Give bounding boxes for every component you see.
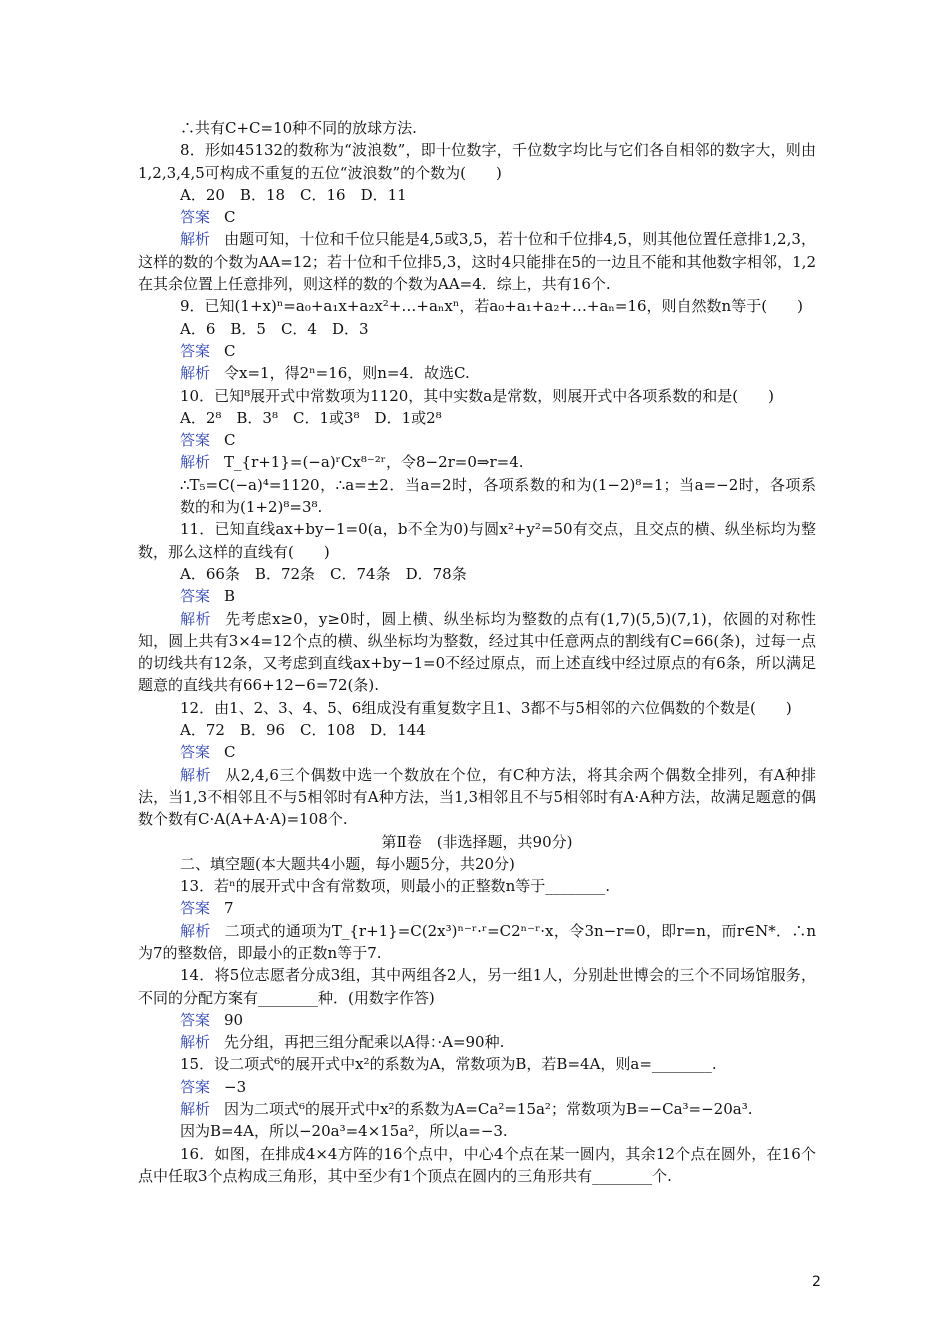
document-body [138, 117, 816, 1187]
line-text: T_{r+1}=(−a)ʳCx⁸⁻²ʳ，令8−2r=0⇒r=4. [224, 453, 524, 472]
text-line [138, 407, 816, 429]
question-text [138, 518, 816, 563]
question-text [138, 1143, 816, 1188]
question-text [138, 139, 816, 184]
answer-label: 答案 [180, 341, 211, 360]
text-line [138, 1053, 816, 1075]
text-line [138, 184, 816, 206]
answer-line [138, 429, 816, 451]
line-text: 令x=1，得2ⁿ=16，则n=4．故选C. [224, 364, 470, 383]
line-text: 10．已知⁸展开式中常数项为1120，其中实数a是常数，则展开式中各项系数的和是( ) [180, 386, 774, 405]
solution-label: 解析 [180, 609, 212, 628]
line-text: A．2⁸ B．3⁸ C．1或3⁸ D．1或2⁸ [180, 408, 442, 427]
solution-text [138, 1098, 816, 1120]
question-text [138, 964, 816, 1009]
text-line [138, 853, 816, 875]
line-text: 13．若ⁿ的展开式中含有常数项，则最小的正整数n等于________. [180, 877, 611, 896]
text-line [138, 474, 816, 519]
solution-label: 解析 [180, 1100, 211, 1119]
answer-label: 答案 [180, 1077, 211, 1096]
line-text: 11．已知直线ax+by−1=0(a，b不全为0)与圆x²+y²=50有交点，且交点的横、纵坐标均为整数，那么这样的直线有( ) [138, 520, 816, 561]
line-text: 从2,4,6三个偶数中选一个数放在个位，有C种方法，将其余两个偶数全排列，有A种排法，当1,3不相邻且不与5相邻时有A种方法，当1,3相邻且不与5相邻时有A·A种方法，故满足题意的偶数个数有C·A(A+A·A)=108个. [138, 765, 816, 829]
page-number: 2 [812, 1274, 821, 1290]
answer-line [138, 741, 816, 763]
line-text: C [224, 208, 236, 227]
line-text: 因为二项式⁶的展开式中x²的系数为A=Ca²=15a²；常数项为B=−Ca³=−20a³. [224, 1100, 753, 1119]
answer-label: 答案 [180, 743, 211, 762]
answer-line [138, 897, 816, 919]
line-text: 9．已知(1+x)ⁿ=a₀+a₁x+a₂x²+…+aₙxⁿ，若a₀+a₁+a₂+…+aₙ=16，则自然数n等于( ) [180, 297, 803, 316]
text-line [138, 875, 816, 897]
line-text: 由题可知，十位和千位只能是4,5或3,5，若十位和千位排4,5，则其他位置任意排1,2,3，这样的数的个数为AA=12；若十位和千位排5,3，这时4只能排在5的一边且不能和其他数字相邻，1,2在其余位置上任意排列，则这样的数的个数为AA=4．综上，共有16个. [138, 230, 816, 294]
solution-text [138, 451, 816, 473]
solution-label: 解析 [180, 453, 211, 472]
answer-line [138, 340, 816, 362]
line-text: 先分组，再把三组分配乘以A得：·A=90种. [224, 1033, 505, 1052]
solution-text [138, 920, 816, 965]
line-text: 先考虑x≥0，y≥0时，圆上横、纵坐标均为整数的点有(1,7)(5,5)(7,1)，依圆的对称性知，圆上共有3×4=12个点的横、纵坐标均为整数，经过其中任意两点的割线有C=66(条)，过每一点的切线共有12条，又考虑到直线ax+by−1=0不经过原点，而上述直线中经过原点的有6条，所以满足题意的直线共有66+12−6=72(条). [138, 609, 816, 695]
solution-text [138, 608, 816, 697]
solution-label: 解析 [180, 230, 211, 249]
text-line [138, 318, 816, 340]
question-text [138, 385, 816, 407]
line-text: 二项式的通项为T_{r+1}=C(2x³)ⁿ⁻ʳ·ʳ=C2ⁿ⁻ʳ·x，令3n−r=0，即r=n，而r∈N*．∴n为7的整数倍，即最小的正数n等于7. [138, 921, 816, 962]
line-text: 二、填空题(本大题共4小题，每小题5分，共20分) [180, 854, 515, 873]
question-text [138, 697, 816, 719]
line-text: 8．形如45132的数称为“波浪数”，即十位数字，千位数字均比与它们各自相邻的数字大，则由1,2,3,4,5可构成不重复的五位“波浪数”的个数为( ) [138, 141, 816, 182]
solution-label: 解析 [180, 765, 212, 784]
line-text: 90 [224, 1010, 244, 1029]
answer-label: 答案 [180, 431, 211, 450]
answer-line [138, 1076, 816, 1098]
text-line [138, 563, 816, 585]
line-text: C [224, 743, 236, 762]
solution-text [138, 1031, 816, 1053]
line-text: 因为B=4A，所以−20a³=4×15a²，所以a=−3. [180, 1122, 508, 1141]
solution-text [138, 764, 816, 831]
line-text: A．6 B．5 C．4 D．3 [180, 319, 369, 338]
solution-label: 解析 [180, 1033, 211, 1052]
answer-label: 答案 [180, 899, 211, 918]
line-text: −3 [224, 1077, 247, 1096]
line-text: 15．设二项式⁶的展开式中x²的系数为A，常数项为B，若B=4A，则a=________. [180, 1055, 717, 1074]
answer-label: 答案 [180, 208, 211, 227]
line-text: A．20 B．18 C．16 D．11 [180, 185, 407, 204]
text-line [138, 719, 816, 741]
line-text: A．66条 B．72条 C．74条 D．78条 [180, 564, 467, 583]
line-text: 第Ⅱ卷 (非选择题，共90分) [381, 832, 573, 851]
answer-line [138, 1009, 816, 1031]
line-text: 7 [224, 899, 234, 918]
line-text: 16．如图，在排成4×4方阵的16个点中，中心4个点在某一圆内，其余12个点在圆外，在16个点中任取3个点构成三角形，其中至少有1个顶点在圆内的三角形共有________个. [138, 1144, 816, 1185]
line-text: A．72 B．96 C．108 D．144 [180, 721, 426, 740]
question-text [138, 295, 816, 317]
line-text: B [224, 587, 236, 606]
line-text: ∴T₅=C(−a)⁴=1120，∴a=±2．当a=2时，各项系数的和为(1−2)⁸=1；当a=−2时，各项系数的和为(1+2)⁸=3⁸. [180, 475, 816, 517]
answer-label: 答案 [180, 587, 211, 606]
solution-label: 解析 [180, 364, 211, 383]
answer-label: 答案 [180, 1010, 211, 1029]
solution-text [138, 362, 816, 384]
line-text: C [224, 431, 236, 450]
solution-text [138, 228, 816, 295]
text-line [138, 117, 816, 139]
section-title [138, 831, 816, 853]
line-text: 14．将5位志愿者分成3组，其中两组各2人，另一组1人，分别赴世博会的三个不同场馆服务，不同的分配方案有________种．(用数字作答) [138, 966, 816, 1007]
text-line [138, 1120, 816, 1142]
answer-line [138, 206, 816, 228]
line-text: 12．由1、2、3、4、5、6组成没有重复数字且1、3都不与5相邻的六位偶数的个数是( ) [180, 698, 792, 717]
solution-label: 解析 [180, 921, 211, 940]
line-text: ∴共有C+C=10种不同的放球方法. [180, 119, 417, 137]
answer-line [138, 585, 816, 607]
line-text: C [224, 341, 236, 360]
